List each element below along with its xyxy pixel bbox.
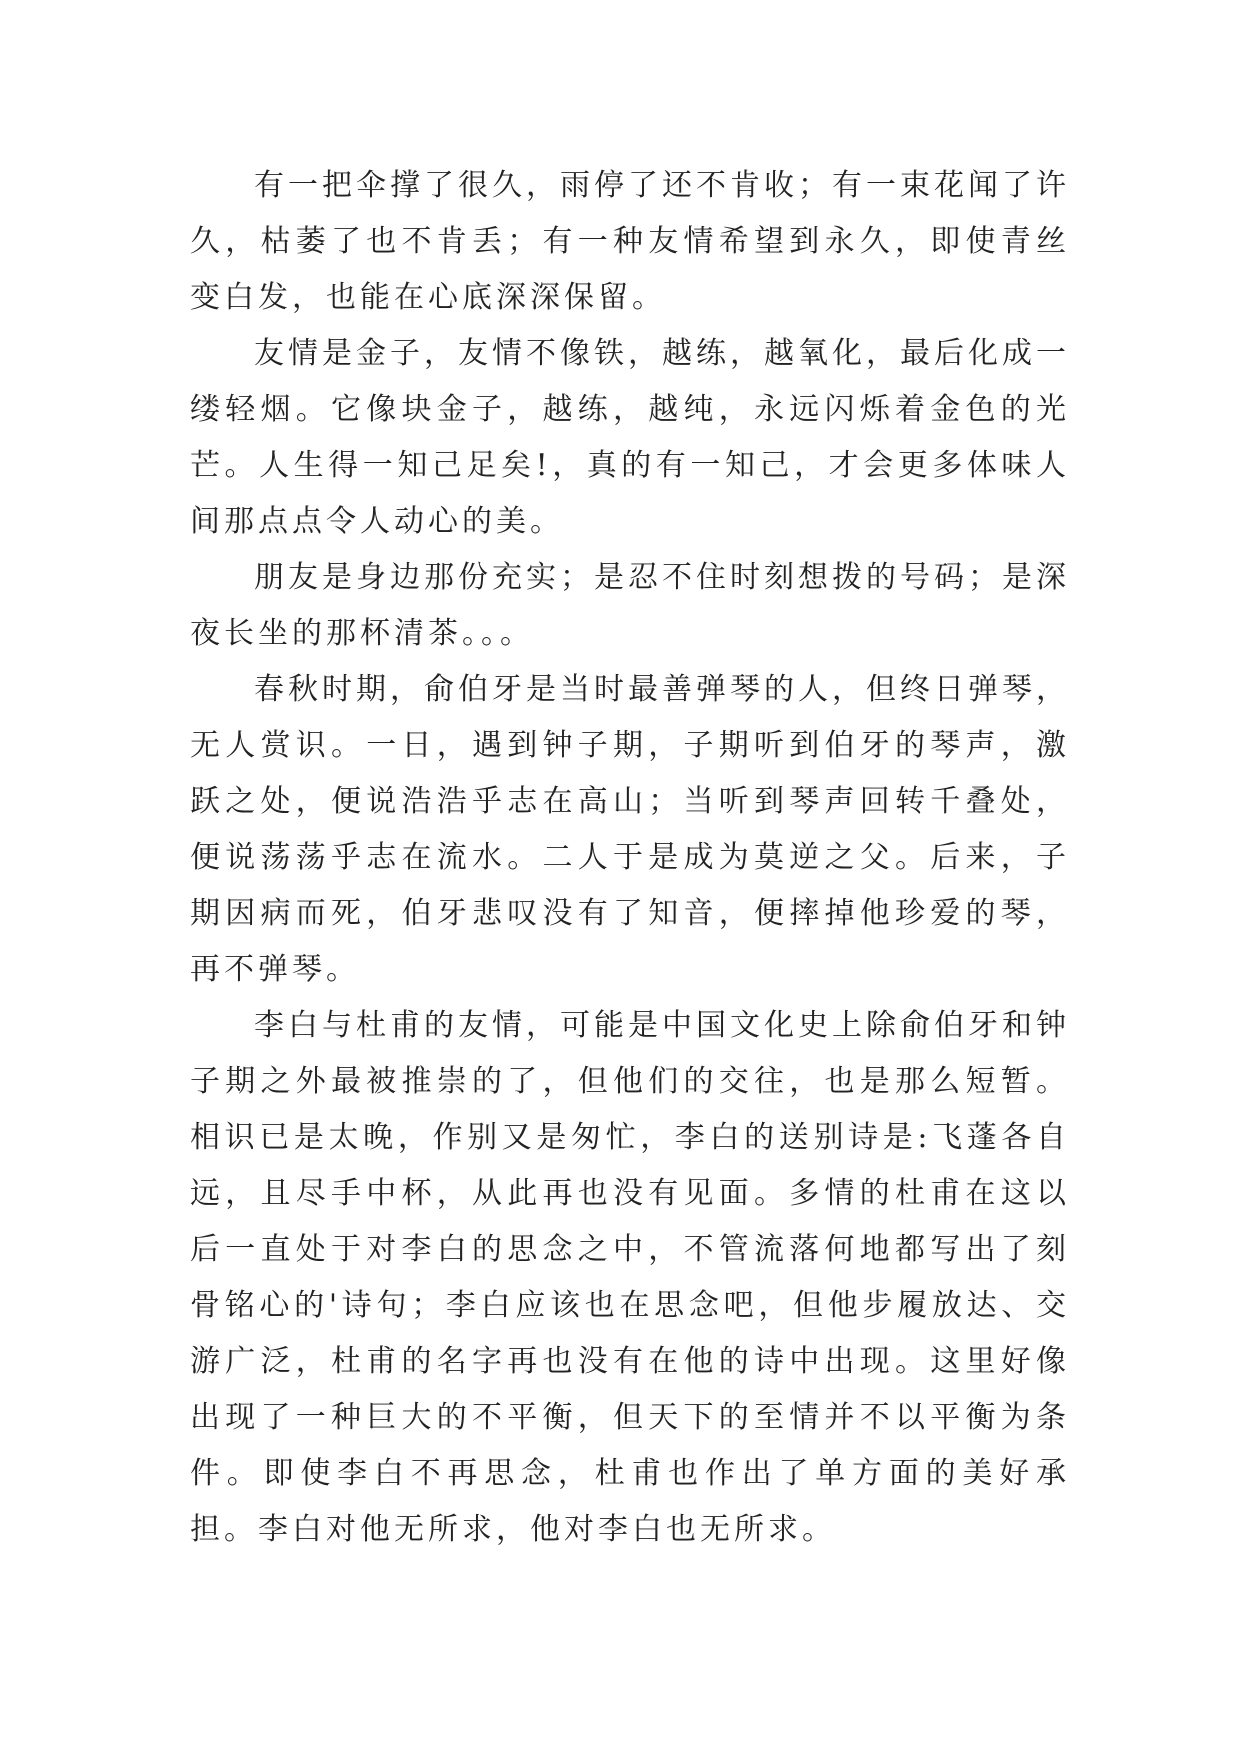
paragraph-libai-dufu: 李白与杜甫的友情，可能是中国文化史上除俞伯牙和钟子期之外最被推崇的了，但他们的交往，也是那么短暂。相识已是太晚，作别又是匆忙，李白的送别诗是:飞蓬各自远，且尽手中杯，从此再也没有见面。多情的杜甫在这以后一直处于对李白的思念之中，不管流落何地都写出了刻骨铭心的'诗句；李白应该也在思念吧，但他步履放达、交游广泛，杜甫的名字再也没有在他的诗中出现。这里好像出现了一种巨大的不平衡，但天下的至情并不以平衡为条件。即使李白不再思念，杜甫也作出了单方面的美好承担。李白对他无所求，他对李白也无所求。	[190, 1008, 1070, 1547]
paragraph-gold: 友情是金子，友情不像铁，越练，越氧化，最后化成一缕轻烟。它像块金子，越练，越纯，永远闪烁着金色的光芒。人生得一知己足矣!，真的有一知己，才会更多体味人间那点点令人动心的美。	[190, 336, 1070, 539]
paragraph-umbrella: 有一把伞撑了很久，雨停了还不肯收；有一束花闻了许久，枯萎了也不肯丢；有一种友情希望到永久，即使青丝变白发，也能在心底深深保留。	[190, 168, 1070, 315]
document-body	[190, 158, 1070, 1558]
paragraph-friend: 朋友是身边那份充实；是忍不住时刻想拨的号码；是深夜长坐的那杯清茶。。。	[190, 560, 1070, 651]
paragraph-boya-ziqi: 春秋时期，俞伯牙是当时最善弹琴的人，但终日弹琴，无人赏识。一日，遇到钟子期，子期听到伯牙的琴声，激跃之处，便说浩浩乎志在高山；当听到琴声回转千叠处，便说荡荡乎志在流水。二人于是成为莫逆之父。后来，子期因病而死，伯牙悲叹没有了知音，便摔掉他珍爱的琴，再不弹琴。	[190, 672, 1070, 987]
